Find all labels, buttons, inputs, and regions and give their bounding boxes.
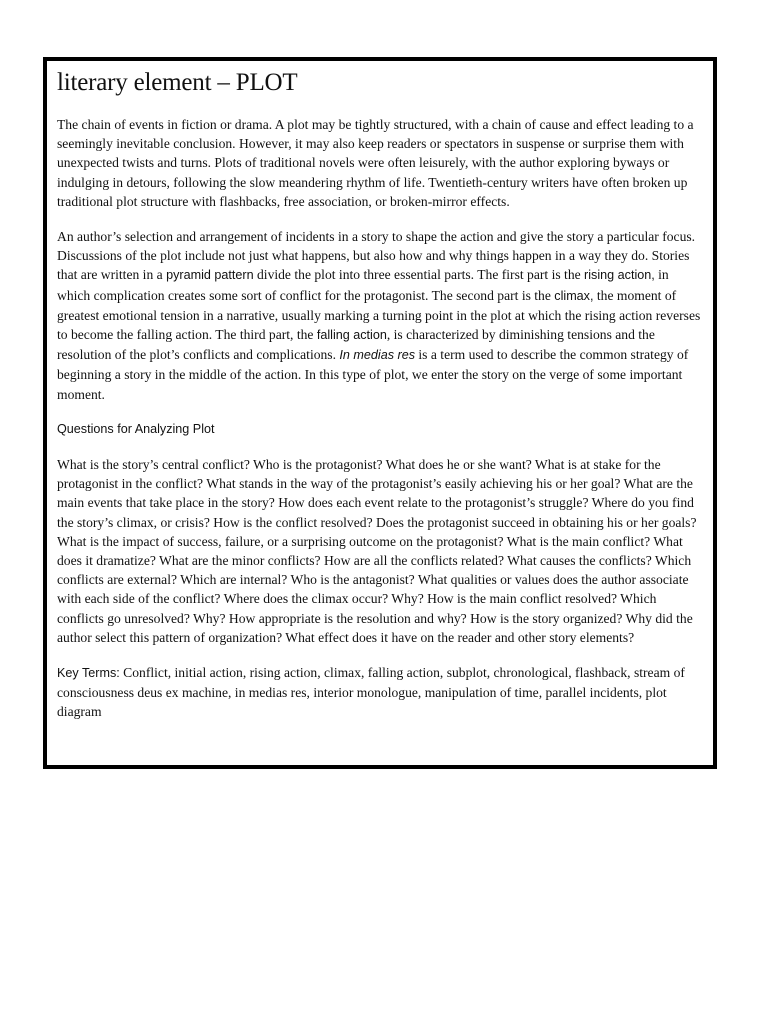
page-title: literary element – PLOT bbox=[57, 69, 298, 96]
key-terms-paragraph bbox=[57, 663, 703, 722]
term-climax: climax, bbox=[554, 288, 594, 303]
questions-heading: Questions for Analyzing Plot bbox=[57, 421, 215, 436]
term-in-medias-res: In medias res bbox=[339, 348, 415, 363]
structure-text-5: , is characterized by diminishing tensions and the resolution of the plot’s conflicts and complications. bbox=[57, 327, 655, 363]
structure-text-6: is a term used to describe the common strategy of beginning a story in the middle of the action. In this type of plot, we enter the story on the verge of some important moment. bbox=[57, 347, 689, 402]
term-pyramid-pattern: pyramid pattern bbox=[166, 268, 254, 283]
structure-intro-text: An author’s selection and arrangement of incidents in a story to shape the action and give the story a particular focus. Discussions of the plot include not just what happens, but also how and why things happen in a way they do. Stories that are written in a bbox=[57, 229, 696, 283]
structure-text-3: in which complication creates some sort of conflict for the protagonist. The second part is the bbox=[57, 267, 669, 303]
definition-paragraph: The chain of events in fiction or drama. A plot may be tightly structured, with a chain of cause and effect leading to a seemingly inevitable conclusion. However, it may also keep readers or spectators in suspense or surprise them with unexpected twists and turns. Plots of traditional novels were often leisurely, with the author exploring byways or indulging in detours, following the slow meandering rhythm of life. Twentieth-century writers have often broken up traditional plot structure with flashbacks, free association, or broken-mirror effects. bbox=[57, 117, 694, 209]
questions-paragraph: What is the story’s central conflict? Who is the protagonist? What does he or she want? What is at stake for the protagonist in the conflict? What stands in the way of the protagonist’s easily achieving his or her goal? What are the main events that take place in the story? How does each event relate to the protagonist’s struggle? Where do you find the story’s climax, or crisis? How is the conflict resolved? Does the protagonist succeed in obtaining his or her goals? What is the impact of success, failure, or a surprising outcome on the protagonist? What is the main conflict? What does it dramatize? What are the minor conflicts? How are all the conflicts related? What causes the conflicts? Which conflicts are external? Which are internal? Who is the antagonist? What qualities or values does the author associate with each side of the conflict? Where does the climax occur? Why? How is the main conflict resolved? Which conflicts go unresolved? Why? How appropriate is the resolution and why? How is the story organized? Why did the author select this pattern of organization? What effect does it have on the reader and other story elements? bbox=[57, 457, 697, 645]
key-terms-label: Key Terms: bbox=[57, 666, 120, 681]
structure-paragraph bbox=[57, 227, 703, 404]
structure-text-4: the moment of greatest emotional tension in a narrative, usually marking a turning point in the plot at which the rising action reverses to become the falling action. The third part, the bbox=[57, 287, 701, 343]
document-frame bbox=[43, 57, 717, 769]
term-falling-action: falling action bbox=[316, 328, 387, 343]
term-rising-action: rising action, bbox=[584, 268, 655, 283]
key-terms-list: Conflict, initial action, rising action, climax, falling action, subplot, chronological, flashback, stream of consciousness deus ex machine, in medias res, interior monologue, manipulation of time, parallel incidents, plot diagram bbox=[57, 665, 685, 720]
structure-text-2: divide the plot into three essential parts. The first part is the bbox=[253, 267, 585, 283]
